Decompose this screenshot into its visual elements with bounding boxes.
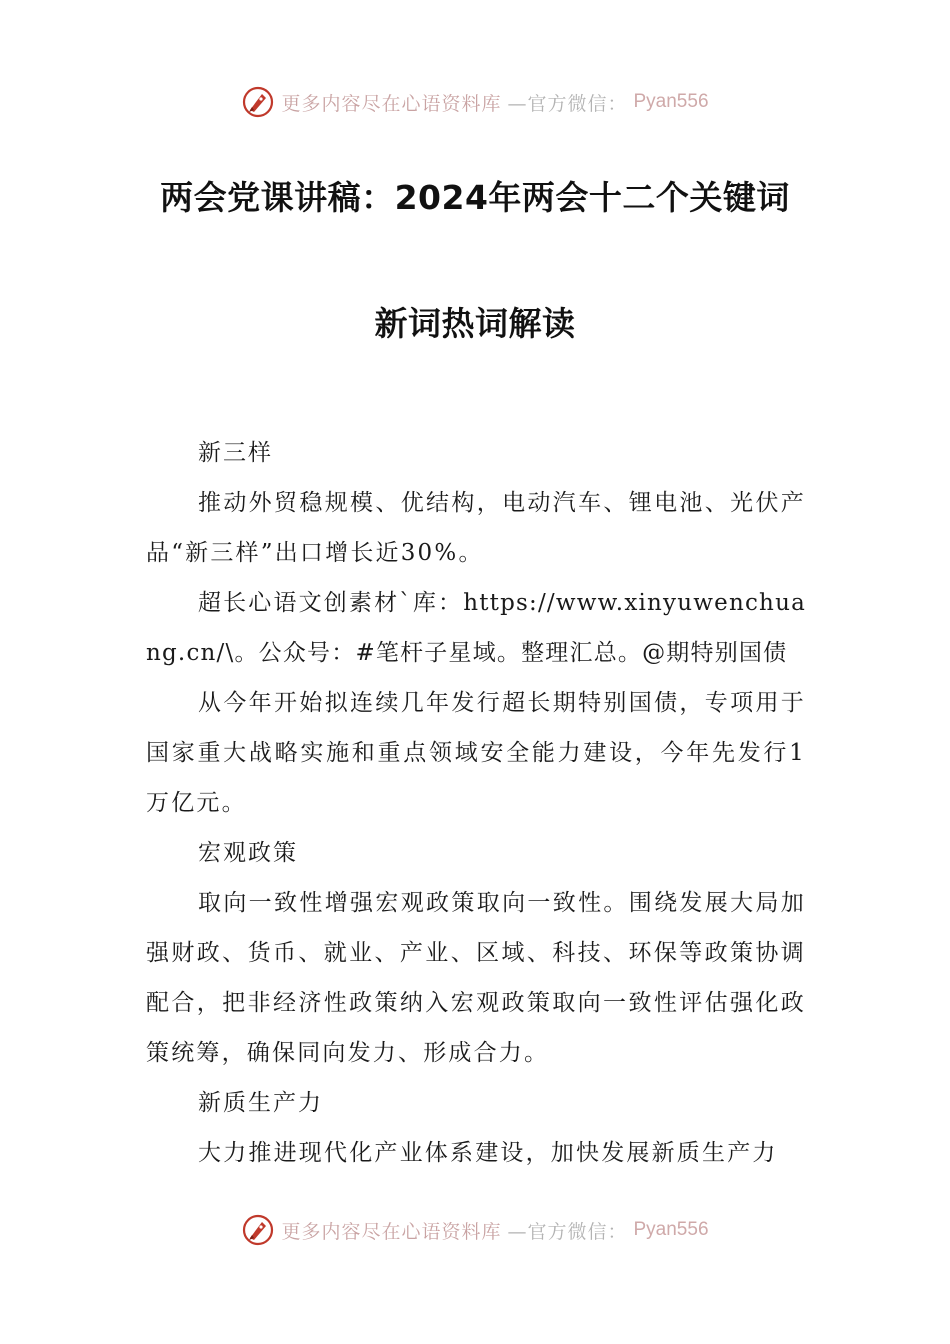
banner-text: 更多内容尽在心语资料库 [281,92,502,115]
body-paragraph: 从今年开始拟连续几年发行超长期特别国债，专项用于国家重大战略实施和重点领域安全能力建设，今年先发行1万亿元。 [146,690,806,816]
body-paragraph: 取向一致性增强宏观政策取向一致性。围绕发展大局加强财政、货币、就业、产业、区域、科技、环保等政策协调配合，把非经济性政策纳入宏观政策取向一致性评估强化政策统筹，确保同向发力、形成合力。 [146,890,806,1066]
body-paragraph: 推动外贸稳规模、优结构，电动汽车、锂电池、光伏产品“新三样”出口增长近30%。 [146,490,806,566]
header-banner [0,82,950,122]
document-title-line-2: 新词热词解读 [374,304,576,343]
promo-paragraph: 超长心语文创素材`库：https://www.xinyuwenchuang.cn/\。公众号：#笔杆子星域。整理汇总。@期特别国债 [146,590,806,666]
banner-wechat-id: Pyan556 [633,1219,709,1240]
footer-banner [0,1210,950,1250]
banner-wechat-id: Pyan556 [633,91,709,112]
pen-nib-logo-icon [241,85,275,119]
banner-separator: —官方微信： [507,1220,628,1243]
document-title-line-1: 两会党课讲稿：2024年两会十二个关键词 [160,178,790,217]
section-heading-new-three: 新三样 [198,440,273,466]
body-paragraph: 大力推进现代化产业体系建设，加快发展新质生产力 [198,1140,778,1166]
banner-separator: —官方微信： [507,92,628,115]
section-heading-new-productivity: 新质生产力 [198,1090,323,1116]
document-body [146,428,806,1178]
pen-nib-logo-icon [241,1213,275,1247]
banner-text: 更多内容尽在心语资料库 [281,1220,502,1243]
section-heading-macro-policy: 宏观政策 [198,840,298,866]
